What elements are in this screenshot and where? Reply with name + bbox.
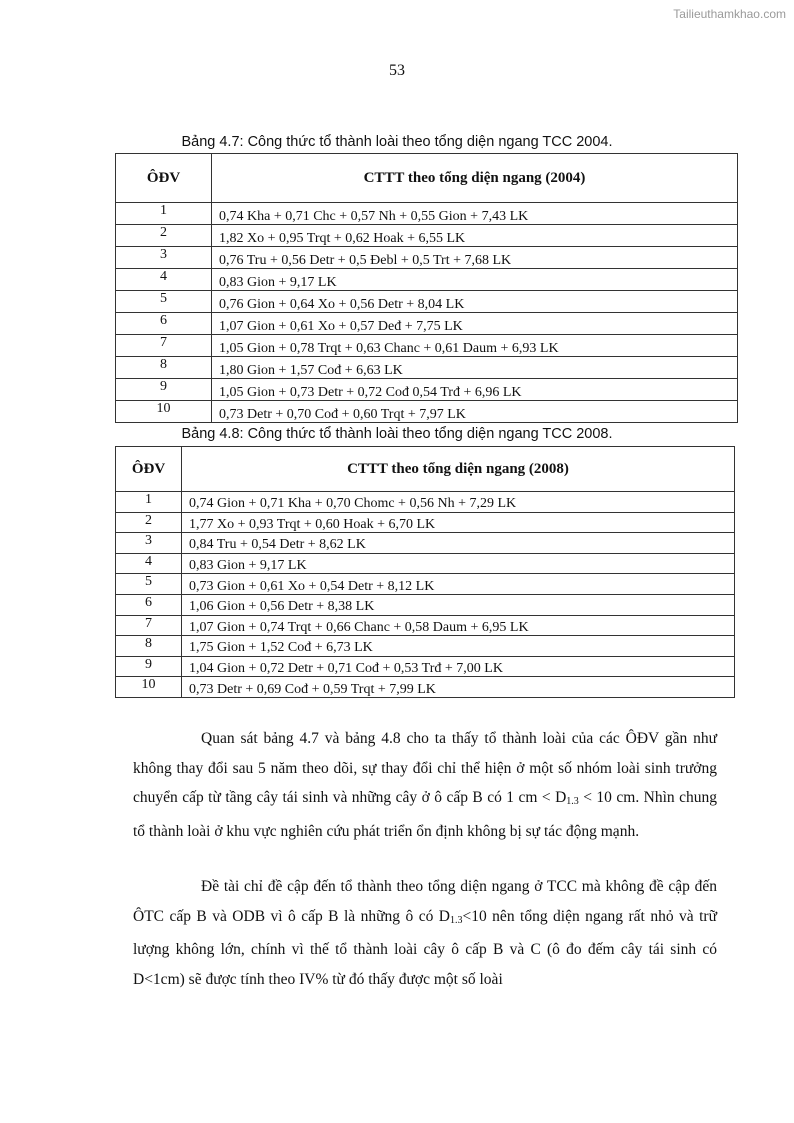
table2-body	[116, 492, 735, 698]
table2-row	[116, 533, 735, 554]
table1-cell-odv: 6	[116, 313, 212, 335]
table2-cell-odv: 9	[116, 656, 182, 677]
paragraph-1-text-b: < 10 cm. Nhìn chung tổ thành loài ở khu vực nghiên cứu phát triển ổn định không bị sự tác động mạnh.	[133, 789, 717, 840]
table1-row	[116, 335, 738, 357]
paragraph-2	[133, 872, 717, 994]
paragraph-2-text-a: Đề tài chỉ đề cập đến tổ thành theo tổng diện ngang ở TCC mà không đề cập đến ÔTC cấp B và ODB vì ô cấp B là những ô có D	[133, 878, 717, 925]
table1-cell-odv: 3	[116, 247, 212, 269]
table1-cell-formula: 1,07 Gion + 0,61 Xo + 0,57 Deđ + 7,75 LK	[212, 313, 738, 335]
table1-cell-formula: 0,76 Gion + 0,64 Xo + 0,56 Detr + 8,04 LK	[212, 291, 738, 313]
table1-row	[116, 291, 738, 313]
paragraph-2-text-b: <10 nên tổng diện ngang rất nhỏ và trữ lượng không lớn, chính vì thế tổ thành loài cây ô cấp B và C (ô đo đếm cây tái sinh có D<1cm) sẽ được tính theo IV% từ đó thấy được một số loài	[133, 907, 717, 988]
table2-row	[116, 636, 735, 657]
table1-cell-odv: 10	[116, 401, 212, 423]
table1-row	[116, 269, 738, 291]
table2-row	[116, 656, 735, 677]
table1-cell-odv: 4	[116, 269, 212, 291]
table1-cell-formula: 1,80 Gion + 1,57 Cođ + 6,63 LK	[212, 357, 738, 379]
table2-caption: Bảng 4.8: Công thức tổ thành loài theo tổng diện ngang TCC 2008.	[181, 426, 613, 442]
table1-cell-formula: 0,76 Tru + 0,56 Detr + 0,5 Đebl + 0,5 Trt + 7,68 LK	[212, 247, 738, 269]
table1-caption: Bảng 4.7: Công thức tổ thành loài theo tổng diện ngang TCC 2004.	[181, 134, 613, 150]
table1-row	[116, 379, 738, 401]
table1-cell-formula: 0,83 Gion + 9,17 LK	[212, 269, 738, 291]
table1-cell-formula: 1,05 Gion + 0,73 Detr + 0,72 Cođ 0,54 Trđ + 6,96 LK	[212, 379, 738, 401]
table1-header-formula: CTTT theo tổng diện ngang (2004)	[212, 154, 738, 203]
table2-cell-formula: 1,04 Gion + 0,72 Detr + 0,71 Cođ + 0,53 Trđ + 7,00 LK	[182, 656, 735, 677]
table2	[115, 446, 735, 698]
table2-header-formula: CTTT theo tổng diện ngang (2008)	[182, 447, 735, 492]
table2-cell-odv: 3	[116, 533, 182, 554]
table2-cell-formula: 0,74 Gion + 0,71 Kha + 0,70 Chomc + 0,56 Nh + 7,29 LK	[182, 492, 735, 513]
table2-cell-formula: 1,75 Gion + 1,52 Cođ + 6,73 LK	[182, 636, 735, 657]
table2-row	[116, 553, 735, 574]
table2-cell-odv: 10	[116, 677, 182, 698]
paragraph-1	[133, 724, 717, 846]
table2-row	[116, 492, 735, 513]
table1-row	[116, 203, 738, 225]
table1-cell-odv: 8	[116, 357, 212, 379]
table2-cell-formula: 0,73 Detr + 0,69 Cođ + 0,59 Trqt + 7,99 LK	[182, 677, 735, 698]
table2-row	[116, 615, 735, 636]
table1-cell-formula: 0,73 Detr + 0,70 Cođ + 0,60 Trqt + 7,97 LK	[212, 401, 738, 423]
table1-row	[116, 247, 738, 269]
table2-cell-formula: 0,73 Gion + 0,61 Xo + 0,54 Detr + 8,12 LK	[182, 574, 735, 595]
table1-cell-odv: 9	[116, 379, 212, 401]
table2-cell-odv: 8	[116, 636, 182, 657]
table1-cell-formula: 1,05 Gion + 0,78 Trqt + 0,63 Chanc + 0,61 Daum + 6,93 LK	[212, 335, 738, 357]
table1-row	[116, 401, 738, 423]
table2-row	[116, 512, 735, 533]
table2-cell-formula: 1,07 Gion + 0,74 Trqt + 0,66 Chanc + 0,58 Daum + 6,95 LK	[182, 615, 735, 636]
table2-cell-odv: 5	[116, 574, 182, 595]
paragraph-2-subscript: 1.3	[449, 914, 463, 926]
table1-row	[116, 225, 738, 247]
table1-cell-formula: 0,74 Kha + 0,71 Chc + 0,57 Nh + 0,55 Gion + 7,43 LK	[212, 203, 738, 225]
table2-cell-odv: 1	[116, 492, 182, 513]
table2-cell-odv: 7	[116, 615, 182, 636]
table2-cell-formula: 1,77 Xo + 0,93 Trqt + 0,60 Hoak + 6,70 LK	[182, 512, 735, 533]
page-number: 53	[389, 62, 405, 79]
table1-cell-formula: 1,82 Xo + 0,95 Trqt + 0,62 Hoak + 6,55 LK	[212, 225, 738, 247]
table2-cell-odv: 6	[116, 594, 182, 615]
watermark: Tailieuthamkhao.com	[673, 7, 786, 21]
table2-row	[116, 594, 735, 615]
paragraph-1-subscript: 1.3	[566, 796, 579, 807]
table1-body	[116, 203, 738, 423]
table2-cell-formula: 1,06 Gion + 0,56 Detr + 8,38 LK	[182, 594, 735, 615]
table1-row	[116, 313, 738, 335]
table1-cell-odv: 2	[116, 225, 212, 247]
table1-row	[116, 357, 738, 379]
table2-header-row	[116, 447, 735, 492]
paragraph-1-text-a: Quan sát bảng 4.7 và bảng 4.8 cho ta thấy tổ thành loài của các ÔĐV gần như không thay đổi sau 5 năm theo dõi, sự thay đổi chỉ thể hiện ở một số nhóm loài sinh trưởng chuyển cấp từ tầng cây tái sinh và những cây ở ô cấp B có 1 cm < D	[133, 730, 717, 806]
table1	[115, 153, 738, 423]
table1-cell-odv: 1	[116, 203, 212, 225]
table1-cell-odv: 5	[116, 291, 212, 313]
table2-cell-formula: 0,84 Tru + 0,54 Detr + 8,62 LK	[182, 533, 735, 554]
table1-cell-odv: 7	[116, 335, 212, 357]
table2-cell-odv: 4	[116, 553, 182, 574]
table2-cell-odv: 2	[116, 512, 182, 533]
table1-header-row	[116, 154, 738, 203]
table2-row	[116, 677, 735, 698]
table2-cell-formula: 0,83 Gion + 9,17 LK	[182, 553, 735, 574]
table1-header-odv: ÔĐV	[116, 154, 212, 203]
table2-header-odv: ÔĐV	[116, 447, 182, 492]
table2-row	[116, 574, 735, 595]
